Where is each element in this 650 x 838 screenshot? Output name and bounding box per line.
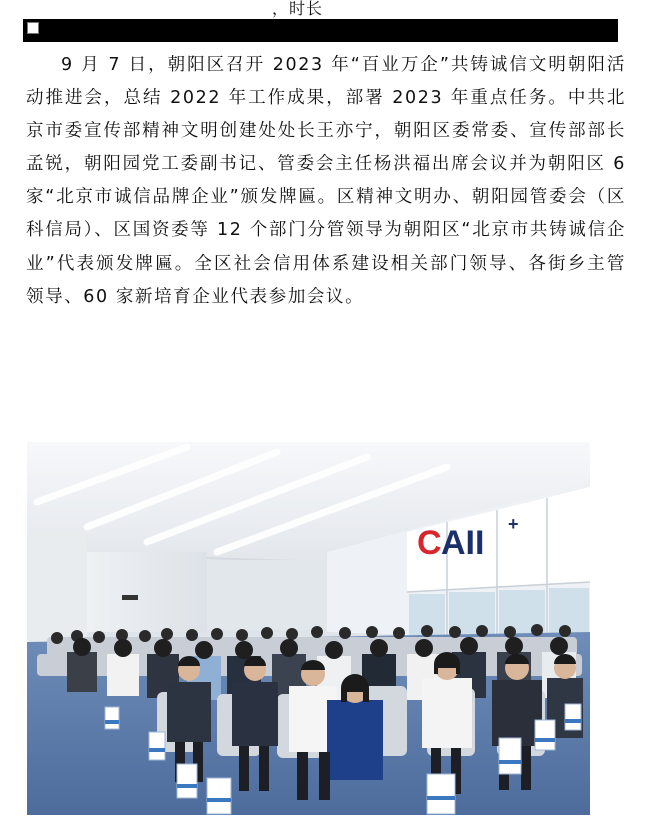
redaction-bar bbox=[23, 19, 618, 42]
checkbox-icon[interactable] bbox=[27, 22, 39, 34]
article-paragraph: 9 月 7 日，朝阳区召开 2023 年“百业万企”共铸诚信文明朝阳活动推进会，总结 2022 年工作成果，部署 2023 年重点任务。中共北京市委宣传部精神文明创建处处长王亦宁，朝阳区委常委、宣传部部长孟锐，朝阳园党工委副书记、管委会主任杨洪福出席会议并为朝阳区 6 家“北京市诚信品牌企业”颁发牌匾。区精神文明办、朝阳园管委会（区科信局）、区国资委等 12 个部门分管领导为朝阳区“北京市共铸诚信企业”代表颁发牌匾。全区社会信用体系建设相关部门领导、各街乡主管领导、60 家新培育企业代表参加会议。 bbox=[26, 55, 626, 307]
conference-photo bbox=[27, 442, 590, 815]
logo-aii-letters: AII bbox=[441, 524, 485, 562]
top-caption: ，时长 bbox=[272, 0, 324, 18]
logo-plus: + bbox=[508, 514, 519, 534]
logo-c-letter: C bbox=[417, 524, 442, 562]
